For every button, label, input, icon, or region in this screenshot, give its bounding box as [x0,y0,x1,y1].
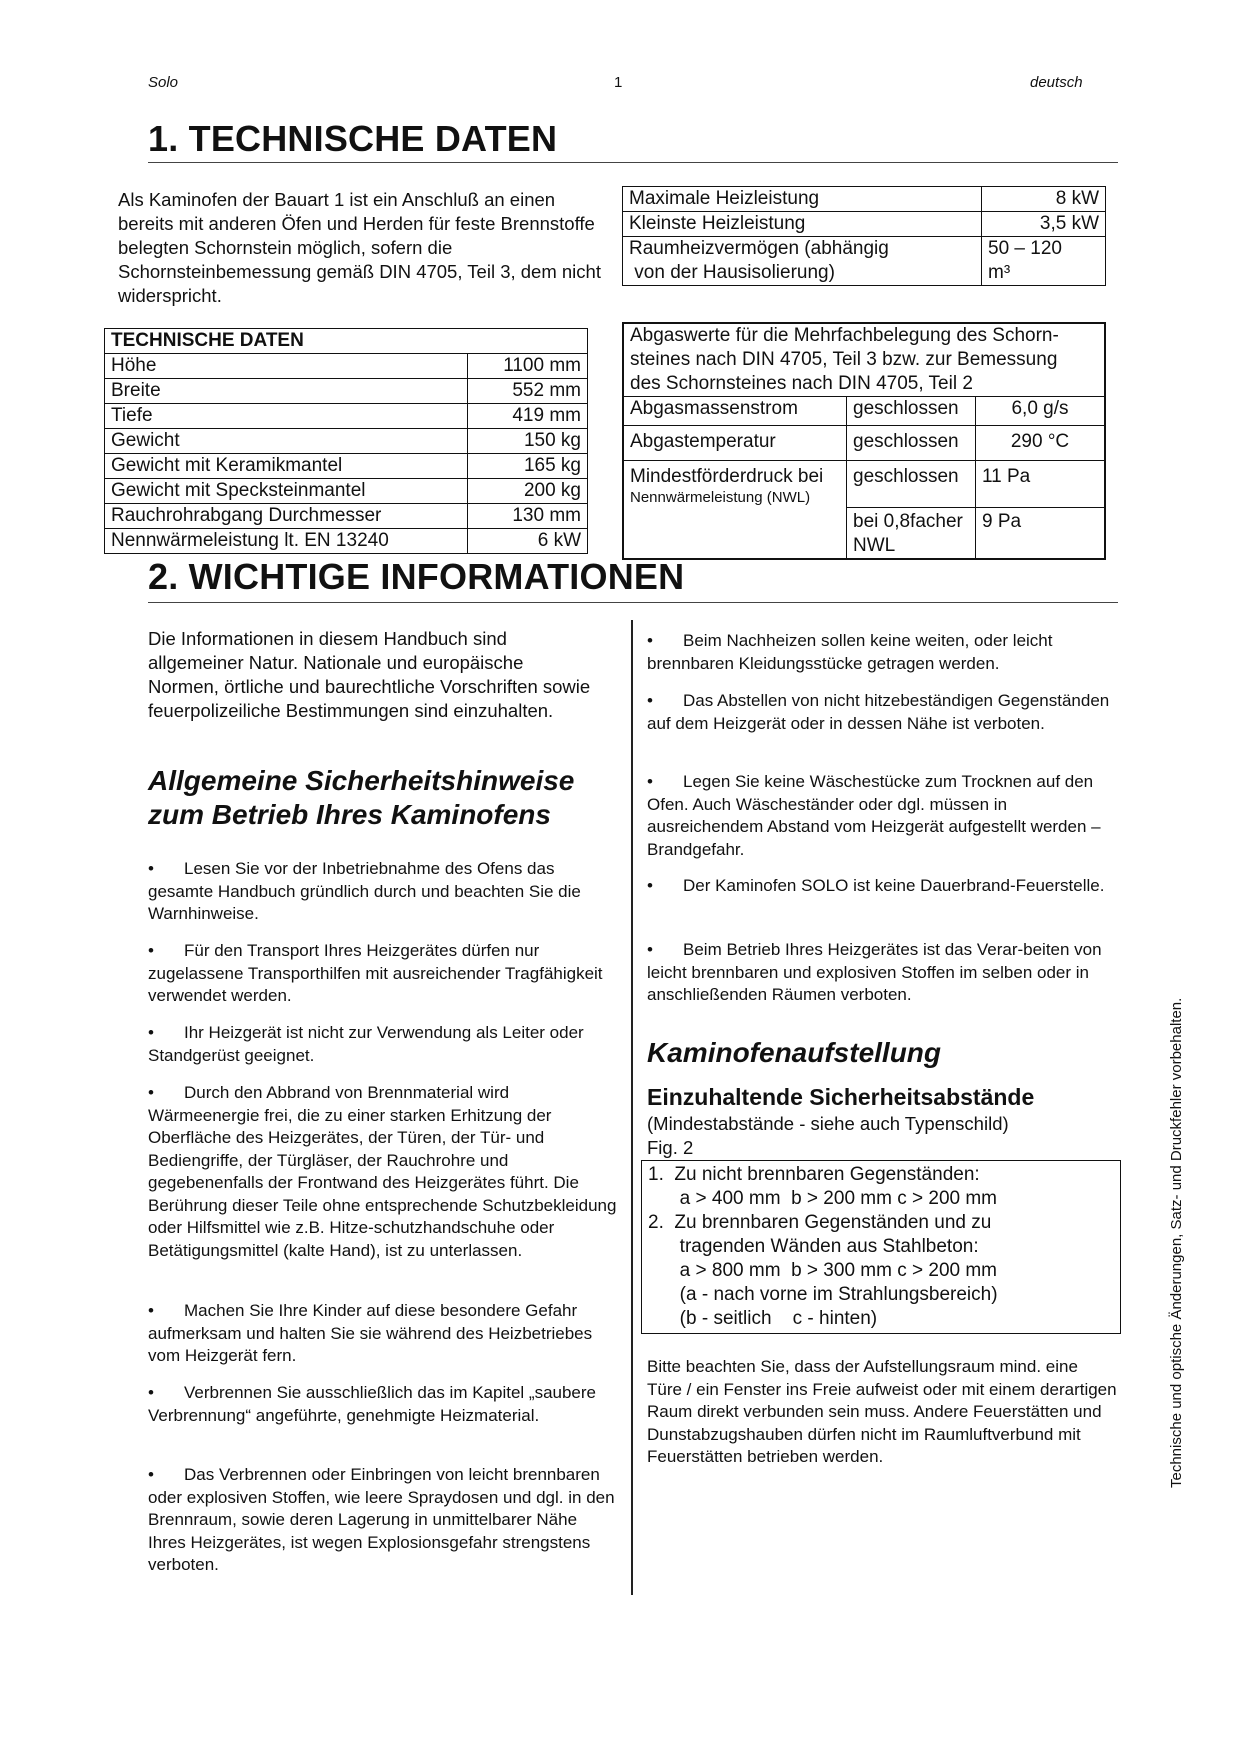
tech-label: Breite [105,379,468,404]
table-row [105,429,588,454]
tech-value: 200 kg [468,479,588,504]
list-item: • Das Verbrennen oder Einbringen von leicht brennbaren oder explosiven Stoffen, wie leere Spraydosen und dgl. in den Brennraum, sowie deren Lagerung in unmittelbarer Nähe Ihres Heizgerätes, ist wegen Explosionsgefahr strengstens verboten. [148,1465,615,1574]
exhaust-value: 6,0 g/s [976,397,1106,426]
list-item-text: Lesen Sie vor der Inbetriebnahme des Ofens das gesamte Handbuch gründlich durch und beachten Sie die Warnhinweise. [148,859,581,923]
tech-label: Tiefe [105,404,468,429]
tech-value: 165 kg [468,454,588,479]
list-item: • Machen Sie Ihre Kinder auf diese besondere Gefahr aufmerksam und halten Sie sie während des Heizbetriebes vom Heizgerät fern. [148,1301,593,1365]
distance-box [641,1160,1121,1334]
heat-label-line2: von der Hausisolierung) [629,262,835,283]
tech-label: Höhe [105,354,468,379]
list-item: • Beim Nachheizen sollen keine weiten, oder leicht brennbaren Kleidungsstücke getragen werden. [647,631,1053,673]
distance-line: a > 800 mm b > 300 mm c > 200 mm [648,1260,998,1281]
setup-subheading: Einzuhaltende Sicherheitsabstände [647,1084,1035,1110]
tech-value: 552 mm [468,379,588,404]
tech-table-title: TECHNISCHE DATEN [105,329,588,354]
table-row [623,187,1106,212]
setup-note: (Mindestabstände - siehe auch Typenschild) [647,1113,1009,1134]
distance-line: tragenden Wänden aus Stahlbeton: [648,1236,979,1257]
tech-label: Nennwärmeleistung lt. EN 13240 [105,529,468,554]
table-row [623,237,1106,286]
list-item: • Lesen Sie vor der Inbetriebnahme des Ofens das gesamte Handbuch gründlich durch und beachten Sie die Warnhinweise. [148,859,581,923]
table-row [105,354,588,379]
table-row [623,323,1105,397]
list-item: • Legen Sie keine Wäschestücke zum Trocknen auf den Ofen. Auch Wäscheständer oder dgl. müssen in ausreichendem Abstand vom Heizgerät aufgestellt werden – Brandgefahr. [647,772,1101,859]
section-2-title: 2. WICHTIGE INFORMATIONEN [148,556,685,597]
exhaust-label-line1: Mindestförderdruck bei [630,466,824,487]
exhaust-header-line1: Abgaswerte für die Mehrfachbelegung des Schorn- [630,325,1059,346]
distance-line: (a - nach vorne im Strahlungsbereich) [648,1284,998,1305]
heat-value [982,237,1106,286]
table-row [105,529,588,554]
list-item: • Beim Betrieb Ihres Heizgerätes ist das Verar-beiten von leicht brennbaren und explosiven Stoffen im selben oder in anschließenden Räumen verboten. [647,940,1102,1004]
exhaust-header-line3: des Schornsteines nach DIN 4705, Teil 2 [630,373,973,394]
exhaust-table [622,322,1106,560]
heat-value: 3,5 kW [982,212,1106,237]
list-item-text: Verbrennen Sie ausschließlich das im Kapitel „saubere Verbrennung“ angeführte, genehmigte Heizmaterial. [148,1383,597,1425]
section-1-rule [148,162,1118,163]
exhaust-label: Abgastemperatur [623,426,847,461]
exhaust-value: 11 Pa [976,461,1106,508]
exhaust-value: 290 °C [976,426,1106,461]
table-row [105,479,588,504]
exhaust-label: Abgasmassenstrom [623,397,847,426]
closing-paragraph: Bitte beachten Sie, dass der Aufstellungsraum mind. eine Türe / ein Fenster ins Freie aufweist oder mit einem derartigen Raum direkt verbunden sein muss. Andere Feuerstätten und Dunstabzugshauben dürfen nicht im Raumluftverbund mit Feuerstätten betrieben werden. [647,1357,1117,1466]
header-right: deutsch [1030,74,1083,91]
info-paragraph: Die Informationen in diesem Handbuch sind allgemeiner Natur. Nationale und europäische Normen, örtliche und baurechtliche Vorschriften sowie feuerpolizeiliche Bestimmungen sind einzuhalten. [148,628,591,721]
list-item: • Für den Transport Ihres Heizgerätes dürfen nur zugelassene Transporthilfen mit ausreichender Tragfähigkeit verwendet werden. [148,941,603,1005]
intro-paragraph: Als Kaminofen der Bauart 1 ist ein Anschluß an einen bereits mit anderen Öfen und Herden für feste Brennstoffe belegten Schornstein möglich, sofern die Schornsteinbemessung gemäß DIN 4705, Teil 3, dem nicht widerspricht. [118,189,601,306]
safety-heading: Allgemeine Sicherheitshinweise zum Betrieb Ihres Kaminofens [148,765,575,830]
exhaust-state-line2: NWL [853,534,896,556]
table-row [105,454,588,479]
exhaust-state: geschlossen [847,397,976,426]
tech-value: 419 mm [468,404,588,429]
list-item: • Das Abstellen von nicht hitzebeständigen Gegenständen auf dem Heizgerät oder in dessen Nähe ist verboten. [647,691,1110,733]
list-item-text: Der Kaminofen SOLO ist keine Dauerbrand-Feuerstelle. [683,876,1105,895]
heat-value-line2: m³ [988,262,1011,283]
list-item-text: Beim Betrieb Ihres Heizgerätes ist das Verar-beiten von leicht brennbaren und explosiven Stoffen im selben oder in anschließenden Räumen verboten. [647,940,1102,1004]
table-row [623,461,1105,508]
table-row [623,397,1105,426]
heat-label-line1: Raumheizvermögen (abhängig [629,238,889,259]
side-note: Technische und optische Änderungen, Satz- und Druckfehler vorbehalten. [1168,997,1185,1488]
tech-value: 6 kW [468,529,588,554]
list-item-text: Das Abstellen von nicht hitzebeständigen Gegenständen auf dem Heizgerät oder in dessen Nähe ist verboten. [647,691,1110,733]
list-item-text: Ihr Heizgerät ist nicht zur Verwendung als Leiter oder Standgerüst geeignet. [148,1023,584,1065]
section-1-title: 1. TECHNISCHE DATEN [148,118,558,159]
heat-label: Maximale Heizleistung [623,187,982,212]
column-divider [631,620,633,1595]
exhaust-state-line1: bei 0,8facher [853,510,963,532]
heat-value-line1: 50 – 120 [988,238,1062,259]
tech-label: Gewicht mit Keramikmantel [105,454,468,479]
list-item-text: Legen Sie keine Wäschestücke zum Trocknen auf den Ofen. Auch Wäscheständer oder dgl. müssen in ausreichendem Abstand vom Heizgerät aufgestellt werden – Brandgefahr. [647,772,1101,859]
list-item: • Durch den Abbrand von Brennmaterial wird Wärmeenergie frei, die zu einer starken Erhitzung der Oberfläche des Heizgerätes, der Türen, der Tür- und Bediengriffe, der Türgläser, der Rauchrohre und gegebenenfalls der Frontwand des Heizgerätes führt. Die Berührung dieser Teile ohne entsprechende Schutzbekleidung oder Hilfsmittel wie z.B. Hitze-schutzhandschuhe oder Betätigungsmittel (kalte Hand), ist zu unterlassen. [148,1083,617,1260]
tech-label: Gewicht [105,429,468,454]
exhaust-header [623,323,1105,397]
header-left: Solo [148,74,179,91]
heat-value: 8 kW [982,187,1106,212]
exhaust-state: geschlossen [847,461,976,508]
exhaust-label [623,461,847,508]
page-number: 1 [614,74,623,91]
tech-label: Gewicht mit Specksteinmantel [105,479,468,504]
table-row [623,507,1105,559]
list-item-text: Für den Transport Ihres Heizgerätes dürfen nur zugelassene Transporthilfen mit ausreichender Tragfähigkeit verwendet werden. [148,941,603,1005]
heat-label: Kleinste Heizleistung [623,212,982,237]
exhaust-header-line2: steines nach DIN 4705, Teil 3 bzw. zur Bemessung [630,349,1058,370]
tech-value: 130 mm [468,504,588,529]
list-item: • Der Kaminofen SOLO ist keine Dauerbrand-Feuerstelle. [647,876,1105,895]
heat-table [622,186,1106,286]
table-row [105,329,588,354]
tech-label: Rauchrohrabgang Durchmesser [105,504,468,529]
tech-table [104,328,588,554]
setup-heading: Kaminofenaufstellung [647,1037,942,1068]
exhaust-value: 9 Pa [976,507,1106,559]
table-row [105,379,588,404]
distance-line: a > 400 mm b > 200 mm c > 200 mm [648,1188,998,1209]
list-item: • Verbrennen Sie ausschließlich das im Kapitel „saubere Verbrennung“ angeführte, genehmigte Heizmaterial. [148,1383,597,1425]
distance-line: 1. Zu nicht brennbaren Gegenständen: [648,1164,980,1185]
tech-value: 1100 mm [468,354,588,379]
exhaust-label-small: Nennwärmeleistung (NWL) [630,489,811,506]
exhaust-state [847,507,976,559]
distance-line: (b - seitlich c - hinten) [648,1308,878,1329]
list-item-text: Das Verbrennen oder Einbringen von leicht brennbaren oder explosiven Stoffen, wie leere Spraydosen und dgl. in den Brennraum, sowie deren Lagerung in unmittelbarer Nähe Ihres Heizgerätes, ist wegen Explosionsgefahr strengstens verboten. [148,1465,615,1574]
tech-value: 150 kg [468,429,588,454]
exhaust-state: geschlossen [847,426,976,461]
exhaust-label-empty [623,507,847,559]
list-item: • Ihr Heizgerät ist nicht zur Verwendung als Leiter oder Standgerüst geeignet. [148,1023,584,1065]
table-row [105,504,588,529]
table-row [623,212,1106,237]
list-item-text: Beim Nachheizen sollen keine weiten, oder leicht brennbaren Kleidungsstücke getragen werden. [647,631,1053,673]
heat-label [623,237,982,286]
list-item-text: Durch den Abbrand von Brennmaterial wird Wärmeenergie frei, die zu einer starken Erhitzung der Oberfläche des Heizgerätes, der Türen, der Tür- und Bediengriffe, der Türgläser, der Rauchrohre und gegebenenfalls der Frontwand des Heizgerätes führt. Die Berührung dieser Teile ohne entsprechende Schutzbekleidung oder Hilfsmittel wie z.B. Hitze-schutzhandschuhe oder Betätigungsmittel (kalte Hand), ist zu unterlassen. [148,1083,617,1260]
list-item-text: Machen Sie Ihre Kinder auf diese besondere Gefahr aufmerksam und halten Sie sie während des Heizbetriebes vom Heizgerät fern. [148,1301,593,1365]
section-2-rule [148,602,1118,603]
table-row [623,426,1105,461]
distance-line: 2. Zu brennbaren Gegenständen und zu [648,1212,992,1233]
table-row [105,404,588,429]
figure-ref: Fig. 2 [647,1137,694,1158]
